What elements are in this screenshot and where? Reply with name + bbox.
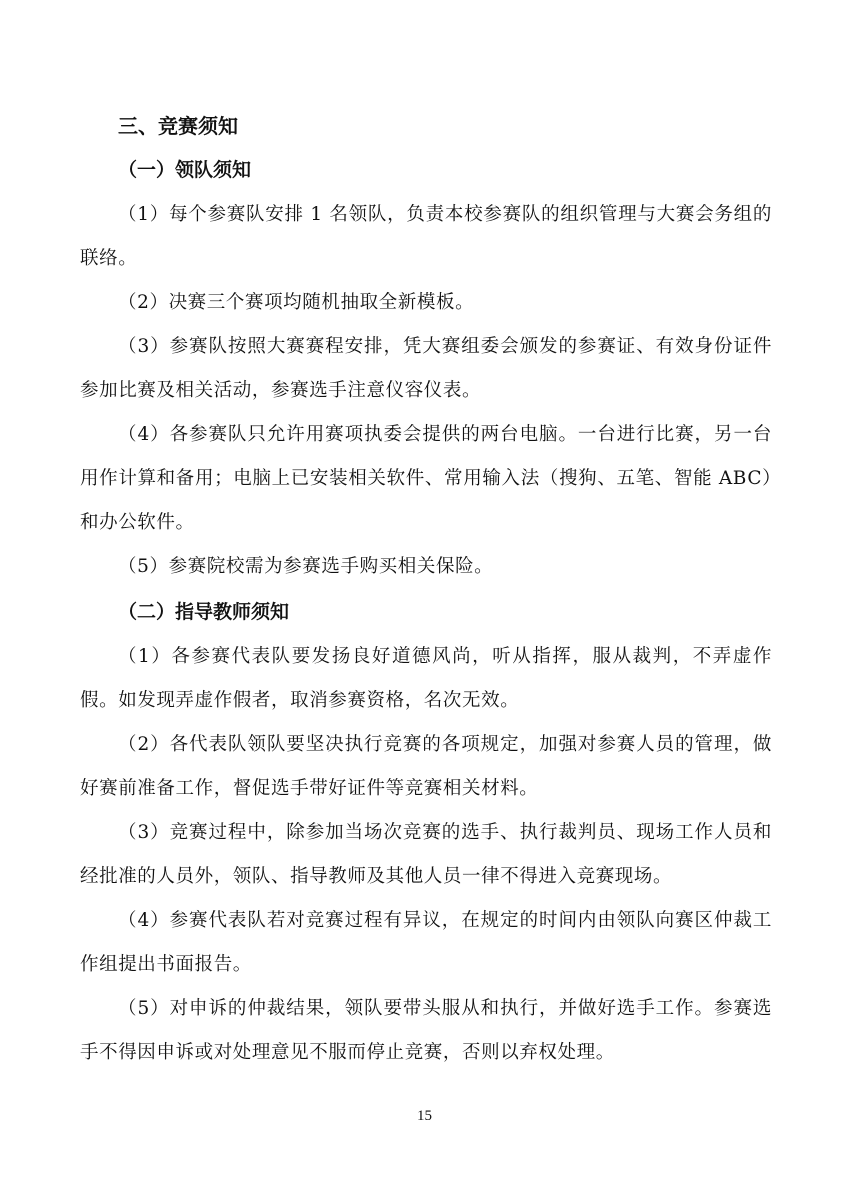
section-title: 三、竞赛须知 — [118, 114, 238, 138]
teacher-notice-item-2: （2）各代表队领队要坚决执行竞赛的各项规定，加强对参赛人员的管理，做好赛前准备工作，督促选手带好证件等竞赛相关材料。 — [80, 734, 772, 799]
teacher-notice-heading: （二）指导教师须知 — [118, 601, 290, 623]
teacher-notice-item-3: （3）竞赛过程中，除参加当场次竞赛的选手、执行裁判员、现场工作人员和经批准的人员外，领队、指导教师及其他人员一律不得进入竞赛现场。 — [80, 822, 772, 887]
leader-notice-item-4: （4）各参赛队只允许用赛项执委会提供的两台电脑。一台进行比赛，另一台用作计算和备用；电脑上已安装相关软件、常用输入法（搜狗、五笔、智能 ABC）和办公软件。 — [80, 424, 772, 533]
leader-notice-item-1: （1）每个参赛队安排 1 名领队，负责本校参赛队的组织管理与大赛会务组的联络。 — [80, 204, 772, 269]
teacher-notice-item-1: （1）各参赛代表队要发扬良好道德风尚，听从指挥，服从裁判，不弄虚作假。如发现弄虚作假者，取消参赛资格，名次无效。 — [80, 646, 772, 711]
leader-notice-item-2: （2）决赛三个赛项均随机抽取全新模板。 — [118, 292, 475, 313]
teacher-notice-item-5: （5）对申诉的仲裁结果，领队要带头服从和执行，并做好选手工作。参赛选手不得因申诉或对处理意见不服而停止竞赛，否则以弃权处理。 — [80, 998, 772, 1063]
teacher-notice-item-4: （4）参赛代表队若对竞赛过程有异议，在规定的时间内由领队向赛区仲裁工作组提出书面报告。 — [80, 910, 772, 975]
page-number: 15 — [417, 1108, 432, 1124]
leader-notice-item-3: （3）参赛队按照大赛赛程安排，凭大赛组委会颁发的参赛证、有效身份证件参加比赛及相关活动，参赛选手注意仪容仪表。 — [80, 336, 772, 401]
leader-notice-item-5: （5）参赛院校需为参赛选手购买相关保险。 — [118, 556, 494, 577]
leader-notice-heading: （一）领队须知 — [118, 159, 252, 181]
